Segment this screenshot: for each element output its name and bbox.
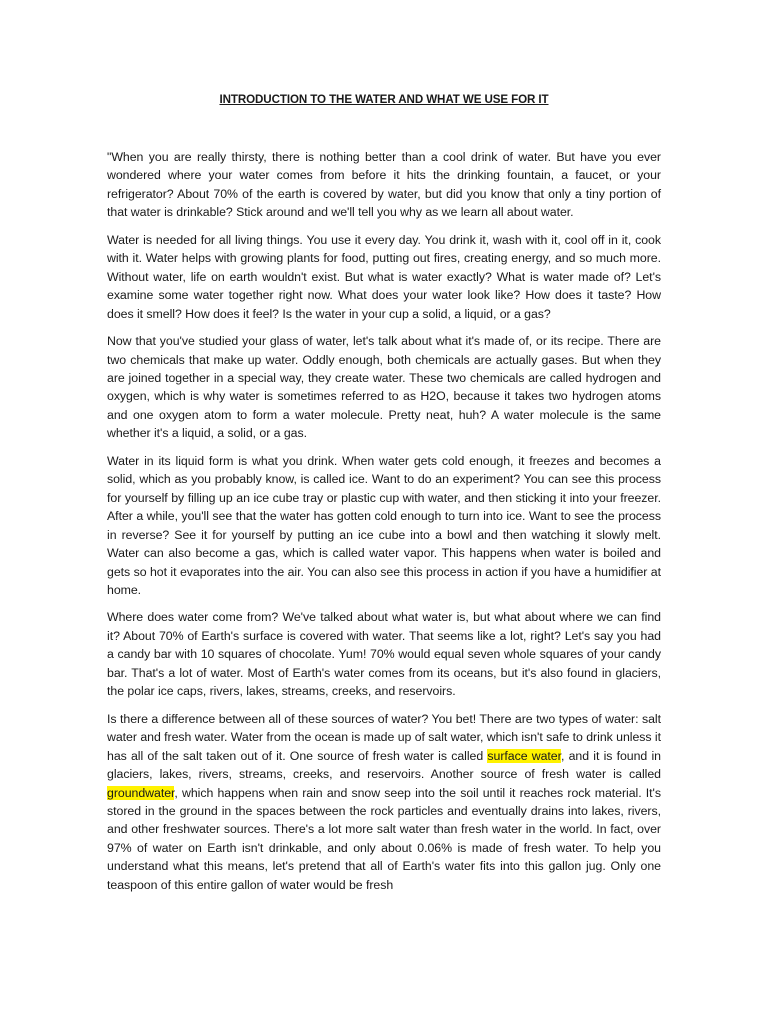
paragraph-living-things: Water is needed for all living things. You use it every day. You drink it, wash with it, cool off in it, cook with it. Water helps with growing plants for food, putting out fires, creating energy, and so much more. Without water, life on earth wouldn't exist. But what is water exactly? What is water made of? Let's examine some water together right now. What does your water look like? How does it taste? How does it smell? How does it feel? Is the water in your cup a solid, a liquid, or a gas? [107, 232, 661, 321]
paragraph-states: Water in its liquid form is what you drink. When water gets cold enough, it freezes and becomes a solid, which as you probably know, is called ice. Want to do an experiment? You can see this process for yourself by filling up an ice cube tray or plastic cup with water, and then sticking it into your freezer. After a while, you'll see that the water has gotten cold enough to turn into ice. Want to see the process in reverse? See it for yourself by putting an ice cube into a bowl and then watching it slowly melt. Water can also become a gas, which is called water vapor. This happens when water is boiled and gets so hot it evaporates into the air. You can also see this process in action if you have a humidifier at home. [107, 453, 661, 597]
paragraph-chemicals: Now that you've studied your glass of water, let's talk about what it's made of, or its recipe. There are two chemicals that make up water. Oddly enough, both chemicals are actually gases. But when they are joined together in a special way, they create water. These two chemicals are called hydrogen and oxygen, which is why water is sometimes referred to as H2O, because it takes two hydrogen atoms and one oxygen atom to form a water molecule. Pretty neat, huh? A water molecule is the same whether it's a liquid, a solid, or a gas. [107, 334, 661, 441]
paragraph-intro: "When you are really thirsty, there is nothing better than a cool drink of water. But have you ever wondered where your water comes from before it hits the drinking fountain, a faucet, or your refrigerator? About 70% of the earth is covered by water, but did you know that only a tiny portion of that water is drinkable? Stick around and we'll tell you why as we learn all about water. [107, 150, 661, 220]
paragraph-salt-fresh [107, 710, 661, 895]
highlight-groundwater: groundwater [107, 785, 175, 800]
paragraph-text: Is there a difference between all of these sources of water? You bet! There are two types of water: salt water and fresh water. Water from the ocean is made up of salt water, which isn't safe to drink unless it has all of the salt taken out of it. One source of fresh water is called [107, 711, 661, 763]
highlight-surface-water: surface water [487, 748, 561, 763]
paragraph-text: , which happens when rain and snow seep into the soil until it reaches rock material. It's stored in the ground in the spaces between the rock particles and eventually drains into lakes, rivers, and other freshwater sources. There's a lot more salt water than fresh water in the world. In fact, over 97% of water on Earth isn't drinkable, and only about 0.06% is made of fresh water. To help you understand what this means, let's pretend that all of Earth's water fits into this gallon jug. Only one teaspoon of this entire gallon of water would be fresh [107, 785, 661, 892]
paragraph-sources: Where does water come from? We've talked about what water is, but what about where we can find it? About 70% of Earth's surface is covered with water. That seems like a lot, right? Let's say you had a candy bar with 10 squares of chocolate. Yum! 70% would equal seven whole squares of your candy bar. That's a lot of water. Most of Earth's water comes from its oceans, but it's also found in glaciers, the polar ice caps, rivers, lakes, streams, creeks, and reservoirs. [107, 610, 661, 699]
document-title: INTRODUCTION TO THE WATER AND WHAT WE USE FOR IT [219, 93, 549, 106]
paragraph-text: , and it is found in glaciers, lakes, rivers, streams, creeks, and reservoirs. Another source of fresh water is called [107, 748, 661, 782]
